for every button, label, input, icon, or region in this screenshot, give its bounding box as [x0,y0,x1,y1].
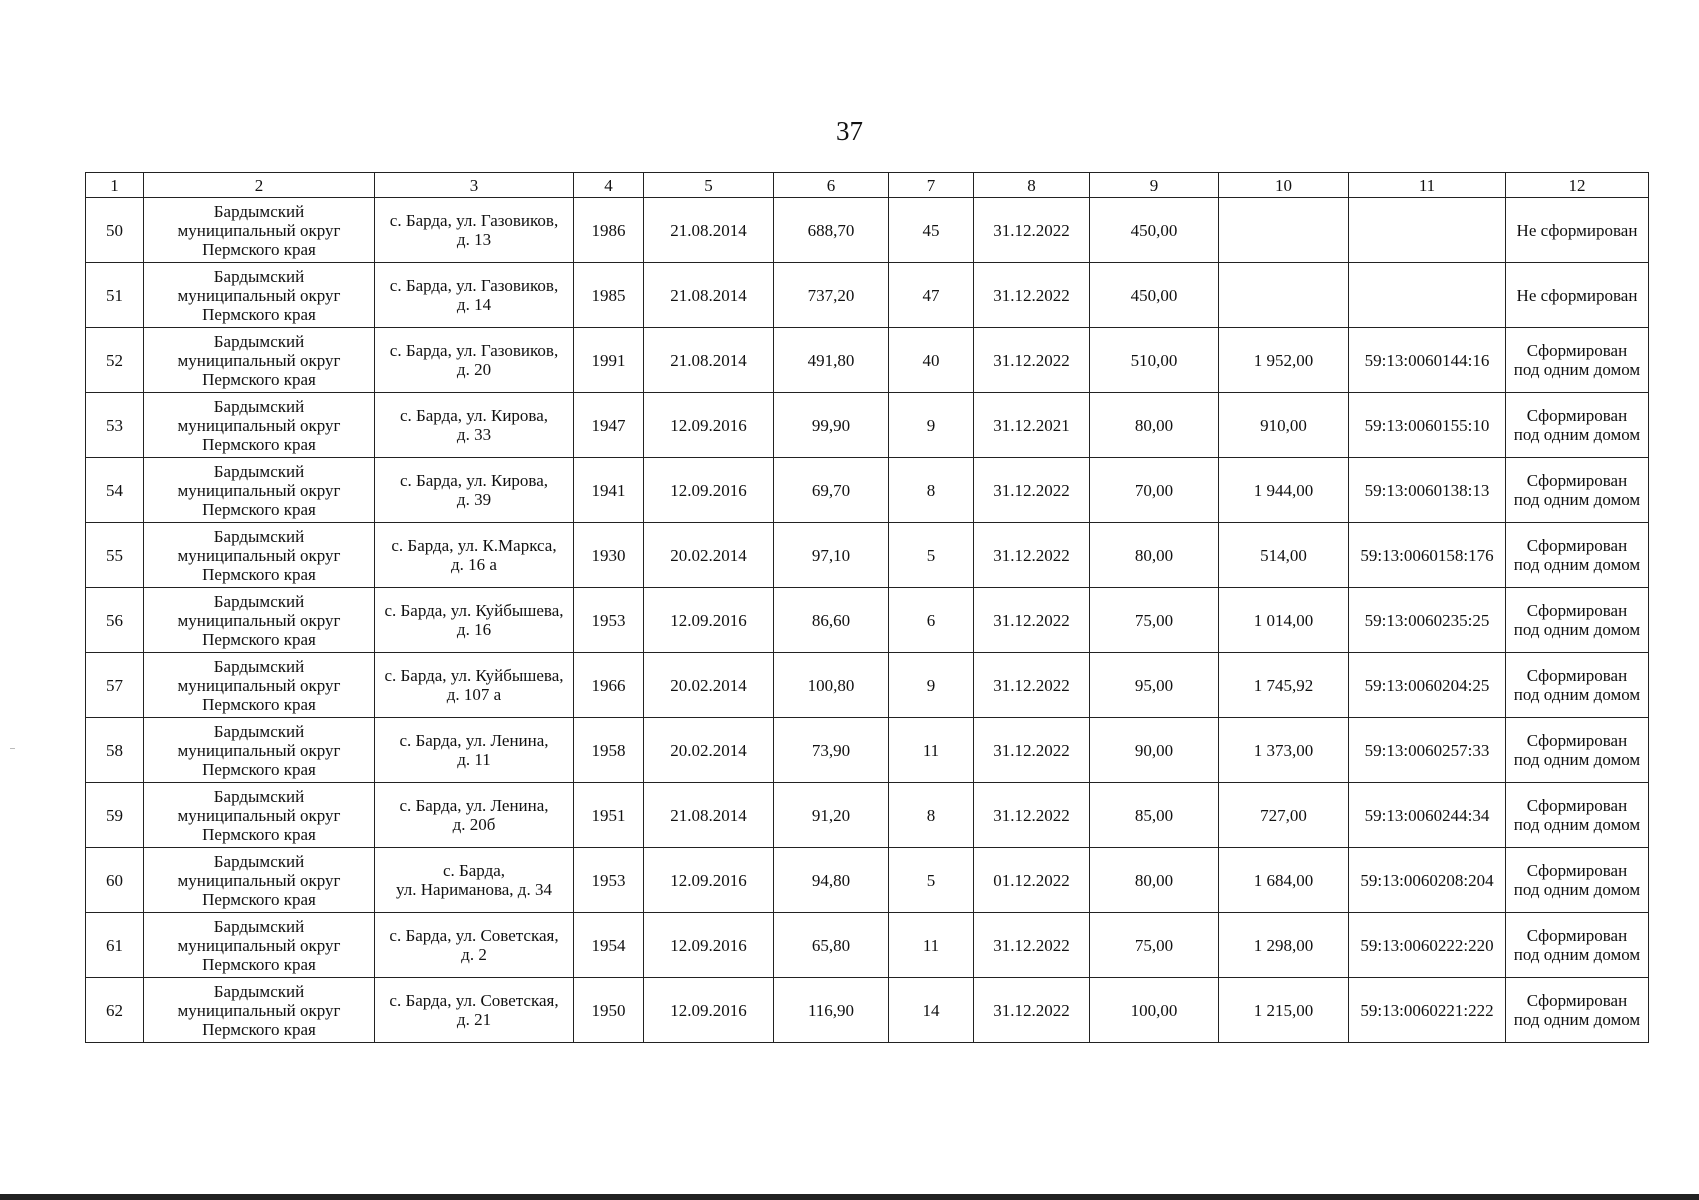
table-row [86,978,1649,1043]
year-cell: 1953 [574,848,644,913]
table-row [86,523,1649,588]
column-header: 12 [1506,173,1649,198]
municipality-cell-line: Пермского края [202,889,316,909]
year-cell: 1986 [574,198,644,263]
address-cell-line: д. 20 [456,360,492,379]
table-row [86,198,1649,263]
status-cell-line: Сформирован [1526,861,1628,880]
plot-area-cell: 1 373,00 [1219,718,1349,783]
address-cell [375,393,574,458]
municipality-cell-line: муниципальный округ [177,870,341,890]
municipality-cell [144,328,375,393]
address-cell-line: д. 14 [456,295,492,314]
residents-cell: 45 [889,198,974,263]
table-row [86,393,1649,458]
status-cell-line: Сформирован [1526,926,1628,945]
area-cell: 99,90 [774,393,889,458]
cadastral-number-cell: 59:13:0060138:13 [1349,458,1506,523]
status-cell [1506,848,1649,913]
municipality-cell-line: Пермского края [202,304,316,324]
status-cell-line: Сформирован [1526,341,1628,360]
deadline-cell: 31.12.2022 [974,913,1090,978]
residents-cell: 47 [889,263,974,328]
address-cell [375,783,574,848]
municipality-cell-line: Бардымский [213,591,305,611]
municipality-cell-line: муниципальный округ [177,935,341,955]
address-cell-line: с. Барда, ул. Ленина, [399,731,549,750]
status-cell [1506,653,1649,718]
year-cell: 1950 [574,978,644,1043]
address-cell-line: с. Барда, ул. Советская, [389,991,559,1010]
municipality-cell-line: муниципальный округ [177,675,341,695]
table-body [86,198,1649,1043]
municipality-cell-line: муниципальный округ [177,740,341,760]
deadline-cell: 31.12.2022 [974,523,1090,588]
plot-area-cell: 1 944,00 [1219,458,1349,523]
date-cell: 20.02.2014 [644,718,774,783]
municipality-cell [144,783,375,848]
address-cell-line: д. 33 [456,425,492,444]
residents-cell: 14 [889,978,974,1043]
plot-area-cell: 910,00 [1219,393,1349,458]
address-cell [375,718,574,783]
year-cell: 1958 [574,718,644,783]
address-cell [375,913,574,978]
address-cell-line: д. 16 а [451,555,497,574]
land-area-cell: 510,00 [1090,328,1219,393]
date-cell: 20.02.2014 [644,523,774,588]
land-area-cell: 100,00 [1090,978,1219,1043]
cadastral-number-cell: 59:13:0060155:10 [1349,393,1506,458]
row-number-cell: 62 [86,978,144,1043]
column-header: 2 [144,173,375,198]
status-cell-line: Сформирован [1526,471,1628,490]
housing-register-table [85,172,1649,1043]
date-cell: 21.08.2014 [644,328,774,393]
year-cell: 1954 [574,913,644,978]
status-cell-line: Сформирован [1526,731,1628,750]
status-cell [1506,718,1649,783]
row-number-cell: 51 [86,263,144,328]
municipality-cell-line: Бардымский [213,526,305,546]
municipality-cell-line: Пермского края [202,824,316,844]
plot-area-cell: 1 298,00 [1219,913,1349,978]
address-cell [375,458,574,523]
residents-cell: 6 [889,588,974,653]
municipality-cell-line: Пермского края [202,239,316,259]
status-cell [1506,458,1649,523]
address-cell-line: д. 2 [461,945,487,964]
address-cell-line: д. 39 [456,490,492,509]
municipality-cell [144,913,375,978]
column-header: 9 [1090,173,1219,198]
municipality-cell-line: Бардымский [213,461,305,481]
row-number-cell: 57 [86,653,144,718]
status-cell-line: Сформирован [1526,991,1628,1010]
area-cell: 91,20 [774,783,889,848]
cadastral-number-cell [1349,198,1506,263]
table-row [86,328,1649,393]
address-cell [375,523,574,588]
row-number-cell: 60 [86,848,144,913]
address-cell [375,978,574,1043]
status-cell-line: Не сформирован [1516,220,1638,240]
column-number-header-row [86,173,1649,198]
municipality-cell-line: Бардымский [213,331,305,351]
row-number-cell: 56 [86,588,144,653]
municipality-cell [144,978,375,1043]
status-cell [1506,198,1649,263]
municipality-cell-line: Бардымский [213,981,305,1001]
status-cell [1506,523,1649,588]
area-cell: 491,80 [774,328,889,393]
row-number-cell: 50 [86,198,144,263]
municipality-cell [144,458,375,523]
municipality-cell-line: Пермского края [202,954,316,974]
municipality-cell-line: Бардымский [213,656,305,676]
cadastral-number-cell: 59:13:0060204:25 [1349,653,1506,718]
address-cell-line: с. Барда, ул. Куйбышева, [384,601,564,620]
municipality-cell-line: муниципальный округ [177,610,341,630]
year-cell: 1985 [574,263,644,328]
land-area-cell: 80,00 [1090,848,1219,913]
date-cell: 12.09.2016 [644,848,774,913]
address-cell-line: д. 16 [456,620,492,639]
deadline-cell: 01.12.2022 [974,848,1090,913]
cadastral-number-cell: 59:13:0060257:33 [1349,718,1506,783]
status-cell-line: под одним домом [1513,750,1641,769]
date-cell: 21.08.2014 [644,783,774,848]
municipality-cell-line: Бардымский [213,721,305,741]
municipality-cell-line: муниципальный округ [177,545,341,565]
municipality-cell-line: Бардымский [213,786,305,806]
municipality-cell [144,718,375,783]
municipality-cell [144,393,375,458]
address-cell-line: с. Барда, ул. Газовиков, [389,341,559,360]
address-cell-line: с. Барда, ул. К.Маркса, [391,536,557,555]
cadastral-number-cell: 59:13:0060244:34 [1349,783,1506,848]
residents-cell: 5 [889,848,974,913]
table-row [86,263,1649,328]
municipality-cell-line: муниципальный округ [177,1000,341,1020]
address-cell [375,263,574,328]
municipality-cell-line: Пермского края [202,434,316,454]
date-cell: 12.09.2016 [644,393,774,458]
plot-area-cell: 1 684,00 [1219,848,1349,913]
residents-cell: 8 [889,783,974,848]
table-row [86,718,1649,783]
column-header: 10 [1219,173,1349,198]
date-cell: 12.09.2016 [644,978,774,1043]
address-cell [375,653,574,718]
status-cell [1506,913,1649,978]
municipality-cell-line: муниципальный округ [177,415,341,435]
status-cell [1506,588,1649,653]
municipality-cell-line: Пермского края [202,499,316,519]
deadline-cell: 31.12.2022 [974,653,1090,718]
status-cell-line: под одним домом [1513,360,1641,379]
table-row [86,783,1649,848]
row-number-cell: 58 [86,718,144,783]
land-area-cell: 75,00 [1090,913,1219,978]
cadastral-number-cell: 59:13:0060221:222 [1349,978,1506,1043]
address-cell-line: с. Барда, ул. Советская, [389,926,559,945]
area-cell: 737,20 [774,263,889,328]
deadline-cell: 31.12.2021 [974,393,1090,458]
year-cell: 1941 [574,458,644,523]
status-cell-line: под одним домом [1513,620,1641,639]
address-cell-line: д. 13 [456,230,492,249]
area-cell: 69,70 [774,458,889,523]
area-cell: 688,70 [774,198,889,263]
municipality-cell-line: Пермского края [202,759,316,779]
column-header: 7 [889,173,974,198]
column-header: 3 [375,173,574,198]
municipality-cell-line: Бардымский [213,266,305,286]
table-row [86,913,1649,978]
plot-area-cell: 1 014,00 [1219,588,1349,653]
deadline-cell: 31.12.2022 [974,718,1090,783]
status-cell-line: под одним домом [1513,685,1641,704]
column-header: 5 [644,173,774,198]
municipality-cell [144,263,375,328]
cadastral-number-cell: 59:13:0060222:220 [1349,913,1506,978]
municipality-cell-line: муниципальный округ [177,285,341,305]
year-cell: 1966 [574,653,644,718]
table-row [86,458,1649,523]
status-cell-line: Сформирован [1526,406,1628,425]
address-cell [375,198,574,263]
column-header: 1 [86,173,144,198]
year-cell: 1951 [574,783,644,848]
status-cell-line: под одним домом [1513,1010,1641,1029]
municipality-cell-line: Пермского края [202,564,316,584]
column-header: 6 [774,173,889,198]
land-area-cell: 450,00 [1090,263,1219,328]
address-cell-line: д. 21 [456,1010,492,1029]
land-area-cell: 70,00 [1090,458,1219,523]
year-cell: 1991 [574,328,644,393]
cadastral-number-cell: 59:13:0060158:176 [1349,523,1506,588]
address-cell-line: д. 107 а [446,685,502,704]
land-area-cell: 80,00 [1090,523,1219,588]
address-cell [375,848,574,913]
land-area-cell: 90,00 [1090,718,1219,783]
address-cell-line: с. Барда, ул. Газовиков, [389,276,559,295]
date-cell: 12.09.2016 [644,588,774,653]
column-header: 8 [974,173,1090,198]
date-cell: 21.08.2014 [644,198,774,263]
table-row [86,588,1649,653]
municipality-cell [144,523,375,588]
deadline-cell: 31.12.2022 [974,458,1090,523]
row-number-cell: 61 [86,913,144,978]
address-cell [375,328,574,393]
land-area-cell: 75,00 [1090,588,1219,653]
deadline-cell: 31.12.2022 [974,978,1090,1043]
row-number-cell: 54 [86,458,144,523]
page-number: 37 [836,116,863,146]
address-cell-line: с. Барда, [442,861,506,880]
area-cell: 116,90 [774,978,889,1043]
address-cell-line: с. Барда, ул. Газовиков, [389,211,559,230]
municipality-cell-line: муниципальный округ [177,220,341,240]
row-number-cell: 59 [86,783,144,848]
residents-cell: 11 [889,718,974,783]
address-cell-line: с. Барда, ул. Куйбышева, [384,666,564,685]
area-cell: 86,60 [774,588,889,653]
area-cell: 94,80 [774,848,889,913]
year-cell: 1930 [574,523,644,588]
plot-area-cell: 727,00 [1219,783,1349,848]
date-cell: 12.09.2016 [644,913,774,978]
table-row [86,848,1649,913]
deadline-cell: 31.12.2022 [974,783,1090,848]
year-cell: 1953 [574,588,644,653]
address-cell-line: с. Барда, ул. Кирова, [399,471,549,490]
area-cell: 65,80 [774,913,889,978]
status-cell [1506,393,1649,458]
municipality-cell [144,588,375,653]
area-cell: 97,10 [774,523,889,588]
address-cell-line: д. 20б [452,815,496,834]
residents-cell: 9 [889,393,974,458]
cadastral-number-cell [1349,263,1506,328]
land-area-cell: 95,00 [1090,653,1219,718]
column-header: 11 [1349,173,1506,198]
municipality-cell [144,198,375,263]
table-row [86,653,1649,718]
row-number-cell: 55 [86,523,144,588]
row-number-cell: 53 [86,393,144,458]
deadline-cell: 31.12.2022 [974,198,1090,263]
status-cell [1506,978,1649,1043]
year-cell: 1947 [574,393,644,458]
address-cell-line: с. Барда, ул. Кирова, [399,406,549,425]
plot-area-cell: 1 745,92 [1219,653,1349,718]
municipality-cell-line: муниципальный округ [177,480,341,500]
status-cell-line: под одним домом [1513,490,1641,509]
municipality-cell-line: Пермского края [202,369,316,389]
municipality-cell-line: Бардымский [213,201,305,221]
land-area-cell: 450,00 [1090,198,1219,263]
land-area-cell: 80,00 [1090,393,1219,458]
row-number-cell: 52 [86,328,144,393]
plot-area-cell: 1 215,00 [1219,978,1349,1043]
cadastral-number-cell: 59:13:0060208:204 [1349,848,1506,913]
status-cell-line: под одним домом [1513,815,1641,834]
address-cell [375,588,574,653]
municipality-cell-line: Пермского края [202,694,316,714]
plot-area-cell [1219,263,1349,328]
municipality-cell [144,653,375,718]
plot-area-cell: 514,00 [1219,523,1349,588]
municipality-cell-line: Бардымский [213,916,305,936]
address-cell-line: с. Барда, ул. Ленина, [399,796,549,815]
residents-cell: 5 [889,523,974,588]
municipality-cell [144,848,375,913]
date-cell: 20.02.2014 [644,653,774,718]
column-header: 4 [574,173,644,198]
status-cell [1506,328,1649,393]
land-area-cell: 85,00 [1090,783,1219,848]
deadline-cell: 31.12.2022 [974,263,1090,328]
residents-cell: 8 [889,458,974,523]
status-cell-line: под одним домом [1513,945,1641,964]
status-cell-line: Сформирован [1526,796,1628,815]
status-cell-line: под одним домом [1513,425,1641,444]
municipality-cell-line: Пермского края [202,629,316,649]
status-cell-line: под одним домом [1513,880,1641,899]
status-cell-line: Сформирован [1526,601,1628,620]
area-cell: 73,90 [774,718,889,783]
deadline-cell: 31.12.2022 [974,328,1090,393]
municipality-cell-line: Бардымский [213,396,305,416]
deadline-cell: 31.12.2022 [974,588,1090,653]
address-cell-line: д. 11 [457,750,491,769]
municipality-cell-line: муниципальный округ [177,805,341,825]
scan-bottom-edge [0,1194,1699,1200]
scan-mark [10,748,15,749]
plot-area-cell [1219,198,1349,263]
plot-area-cell: 1 952,00 [1219,328,1349,393]
status-cell-line: Сформирован [1526,536,1628,555]
date-cell: 21.08.2014 [644,263,774,328]
date-cell: 12.09.2016 [644,458,774,523]
status-cell [1506,783,1649,848]
municipality-cell-line: Бардымский [213,851,305,871]
residents-cell: 11 [889,913,974,978]
status-cell-line: Не сформирован [1516,285,1638,305]
address-cell-line: ул. Нариманова, д. 34 [396,880,552,899]
cadastral-number-cell: 59:13:0060235:25 [1349,588,1506,653]
cadastral-number-cell: 59:13:0060144:16 [1349,328,1506,393]
area-cell: 100,80 [774,653,889,718]
residents-cell: 9 [889,653,974,718]
status-cell-line: Сформирован [1526,666,1628,685]
status-cell-line: под одним домом [1513,555,1641,574]
status-cell [1506,263,1649,328]
residents-cell: 40 [889,328,974,393]
municipality-cell-line: муниципальный округ [177,350,341,370]
municipality-cell-line: Пермского края [202,1019,316,1039]
